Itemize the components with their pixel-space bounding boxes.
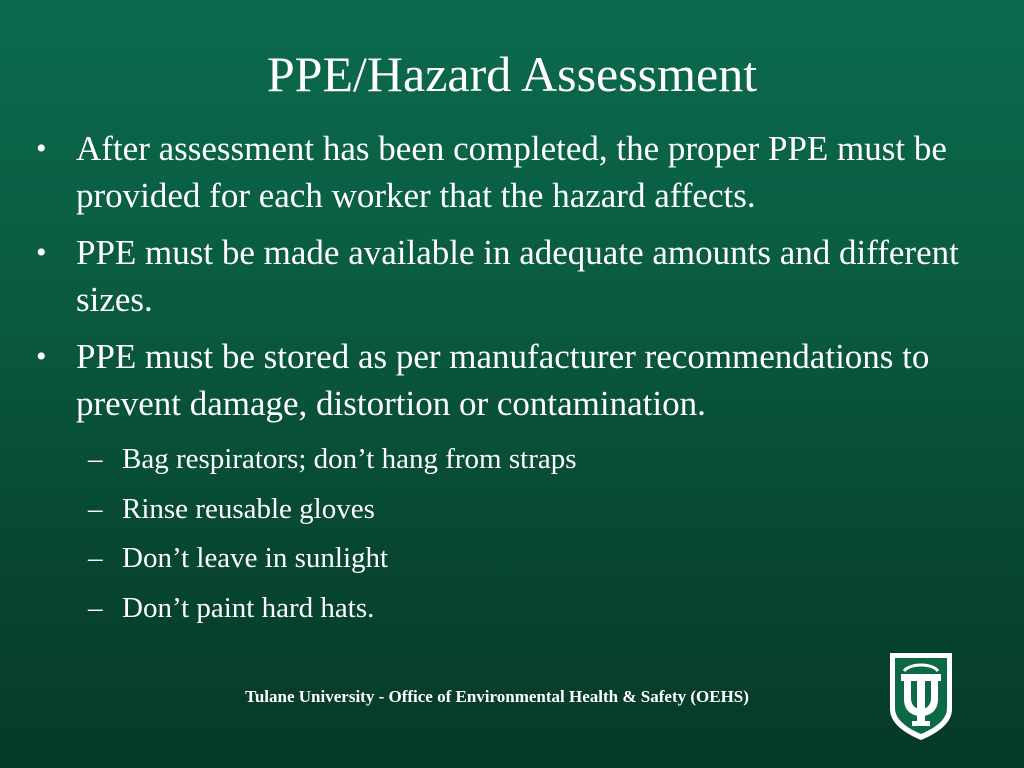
bullet-dot-icon: • bbox=[36, 236, 47, 269]
bullet-dot-icon: • bbox=[36, 132, 47, 165]
sub-bullet-text: Don’t paint hard hats. bbox=[122, 591, 375, 624]
bullet-text: After assessment has been completed, the proper PPE must be provided for each worker that the hazard affects. bbox=[76, 129, 947, 215]
sub-bullet-item bbox=[76, 485, 1000, 535]
dash-icon: – bbox=[88, 542, 103, 574]
bullet-text: PPE must be made available in adequate amounts and different sizes. bbox=[76, 233, 959, 319]
sub-bullet-item bbox=[76, 534, 1000, 584]
tulane-logo-icon bbox=[888, 651, 954, 741]
bullet-item bbox=[30, 229, 1000, 323]
sub-bullet-list bbox=[76, 435, 1000, 633]
sub-bullet-text: Rinse reusable gloves bbox=[122, 492, 375, 525]
bullet-item bbox=[30, 125, 1000, 219]
bullet-text: PPE must be stored as per manufacturer recommendations to prevent damage, distortion or contamination. bbox=[76, 337, 930, 423]
bullet-item bbox=[30, 333, 1000, 633]
dash-icon: – bbox=[88, 443, 103, 475]
slide-title: PPE/Hazard Assessment bbox=[266, 46, 758, 102]
sub-bullet-text: Don’t leave in sunlight bbox=[122, 542, 389, 574]
sub-bullet-text: Bag respirators; don’t hang from straps bbox=[122, 443, 577, 475]
dash-icon: – bbox=[88, 492, 103, 525]
slide-footer: Tulane University - Office of Environmental Health & Safety (OEHS) bbox=[245, 687, 749, 706]
bullet-list bbox=[30, 125, 1000, 643]
bullet-dot-icon: • bbox=[36, 340, 47, 373]
sub-bullet-item bbox=[76, 584, 1000, 634]
dash-icon: – bbox=[88, 591, 103, 624]
sub-bullet-item bbox=[76, 435, 1000, 485]
